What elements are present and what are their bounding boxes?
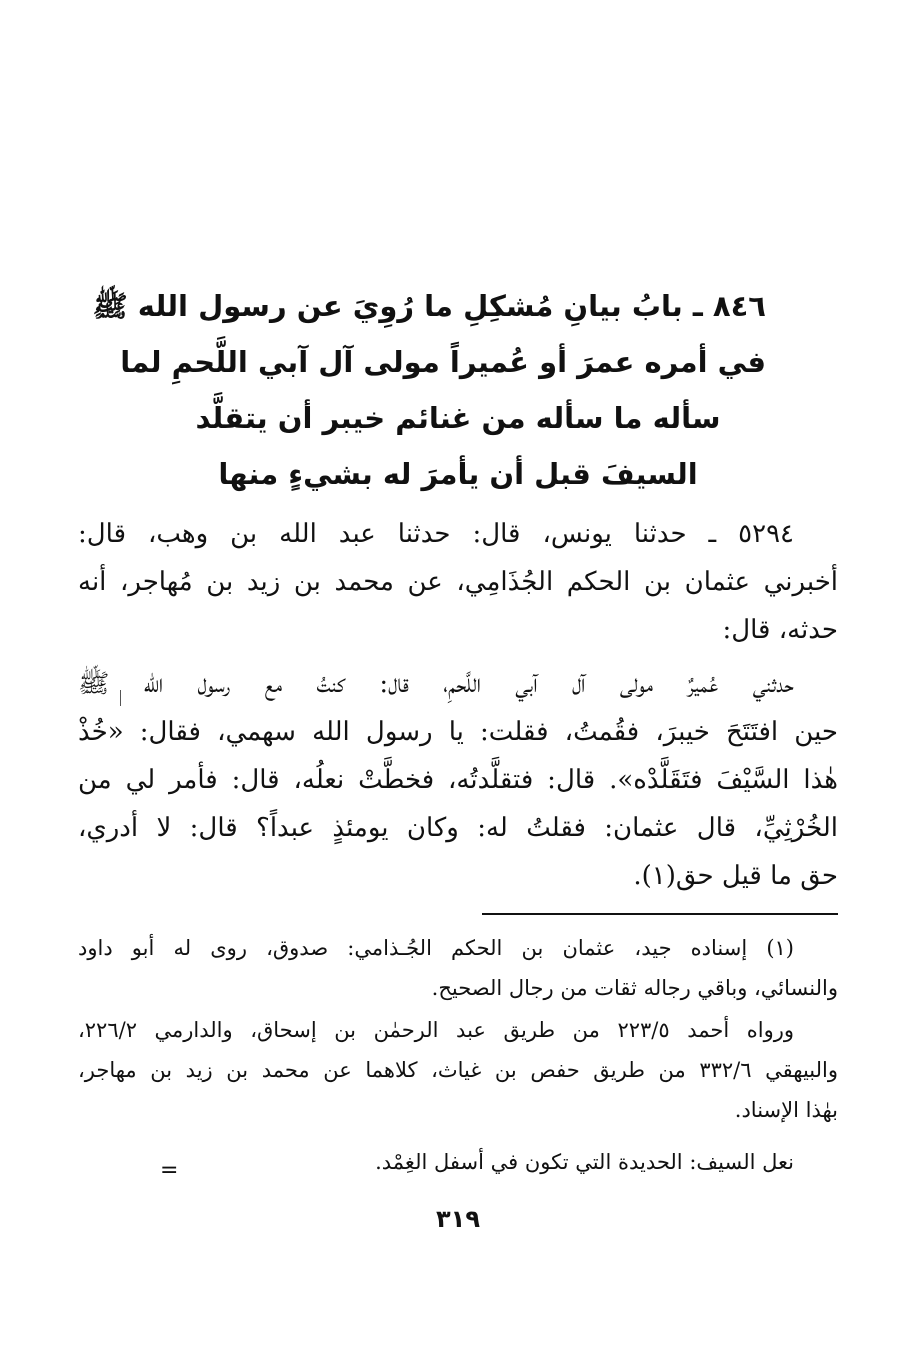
footnote-gloss — [78, 1142, 838, 1182]
heading-line: في أمره عمرَ أو عُميراً مولى آل آبي اللَّحمِ لما — [120, 345, 766, 379]
text-line: أخبرني عثمان بن الحكم الجُذَامِي، عن محمد بن زيد بن مُهاجر، أنه — [78, 567, 838, 597]
text-line: حق ما قيل حق(١). — [633, 861, 838, 891]
hadith-matn — [78, 660, 838, 900]
text-line: حين افتَتَحَ خيبرَ، فقُمتُ، فقلت: يا رسول الله سهمي، فقال: «خُذْ — [78, 717, 838, 747]
text-line: هٰذا السَّيْفَ فتَقَلَّدْه». قال: فتقلَّدتُه، فخطَّتْ نعلُه، قال: فأمر لي من — [78, 765, 838, 795]
page-number: ٣١٩ — [436, 1205, 480, 1233]
heading-line: سأله ما سأله من غنائم خيبر أن يتقلَّد — [195, 401, 721, 435]
text-line: ٥٢٩٤ ـ حدثنا يونس، قال: حدثنا عبد الله بن وهب، قال: — [78, 519, 794, 549]
heading-line: ٨٤٦ ـ بابُ بيانِ مُشكِلِ ما رُوِيَ عن رسول الله ﷺ — [92, 289, 766, 323]
footnote-line: نعل السيف: الحديدة التي تكون في أسفل الغِمْد. — [375, 1150, 794, 1174]
chapter-heading — [92, 278, 766, 502]
text-line: حدثه، قال: — [722, 615, 838, 645]
text-line: الخُرْثِيِّ، قال عثمان: فقلتُ له: وكان يومئذٍ عبداً؟ قال: لا أدري، — [78, 813, 838, 843]
footnote-line: (١) إسناده جيد، عثمان بن الحكم الجُـذامي: صدوق، روى له أبو داود — [78, 936, 794, 960]
footnote-1 — [78, 928, 838, 1008]
continuation-mark: = — [160, 1158, 179, 1183]
heading-line: السيفَ قبل أن يأمرَ له بشيءٍ منها — [218, 457, 698, 491]
text-line: حدثني عُميرٌ مولى آل آبي اللَّحمِ، قال: كنتُ مع رسول الله ﷺ — [78, 669, 794, 699]
hadith-isnad — [78, 510, 838, 654]
footnote-line: والنسائي، وباقي رجاله ثقات من رجال الصحيح. — [431, 976, 838, 1000]
footnote-separator — [482, 913, 838, 915]
footnote-line: ورواه أحمد ٢٢٣/٥ من طريق عبد الرحمٰن بن إسحاق، والدارمي ٢٢٦/٢، — [78, 1018, 794, 1042]
footnote-line: والبيهقي ٣٣٢/٦ من طريق حفص بن غياث، كلاهما عن محمد بن زيد بن مهاجر، — [78, 1058, 838, 1082]
footnote-line: بهٰذا الإسناد. — [734, 1098, 838, 1122]
footnote-sources — [78, 1010, 838, 1130]
